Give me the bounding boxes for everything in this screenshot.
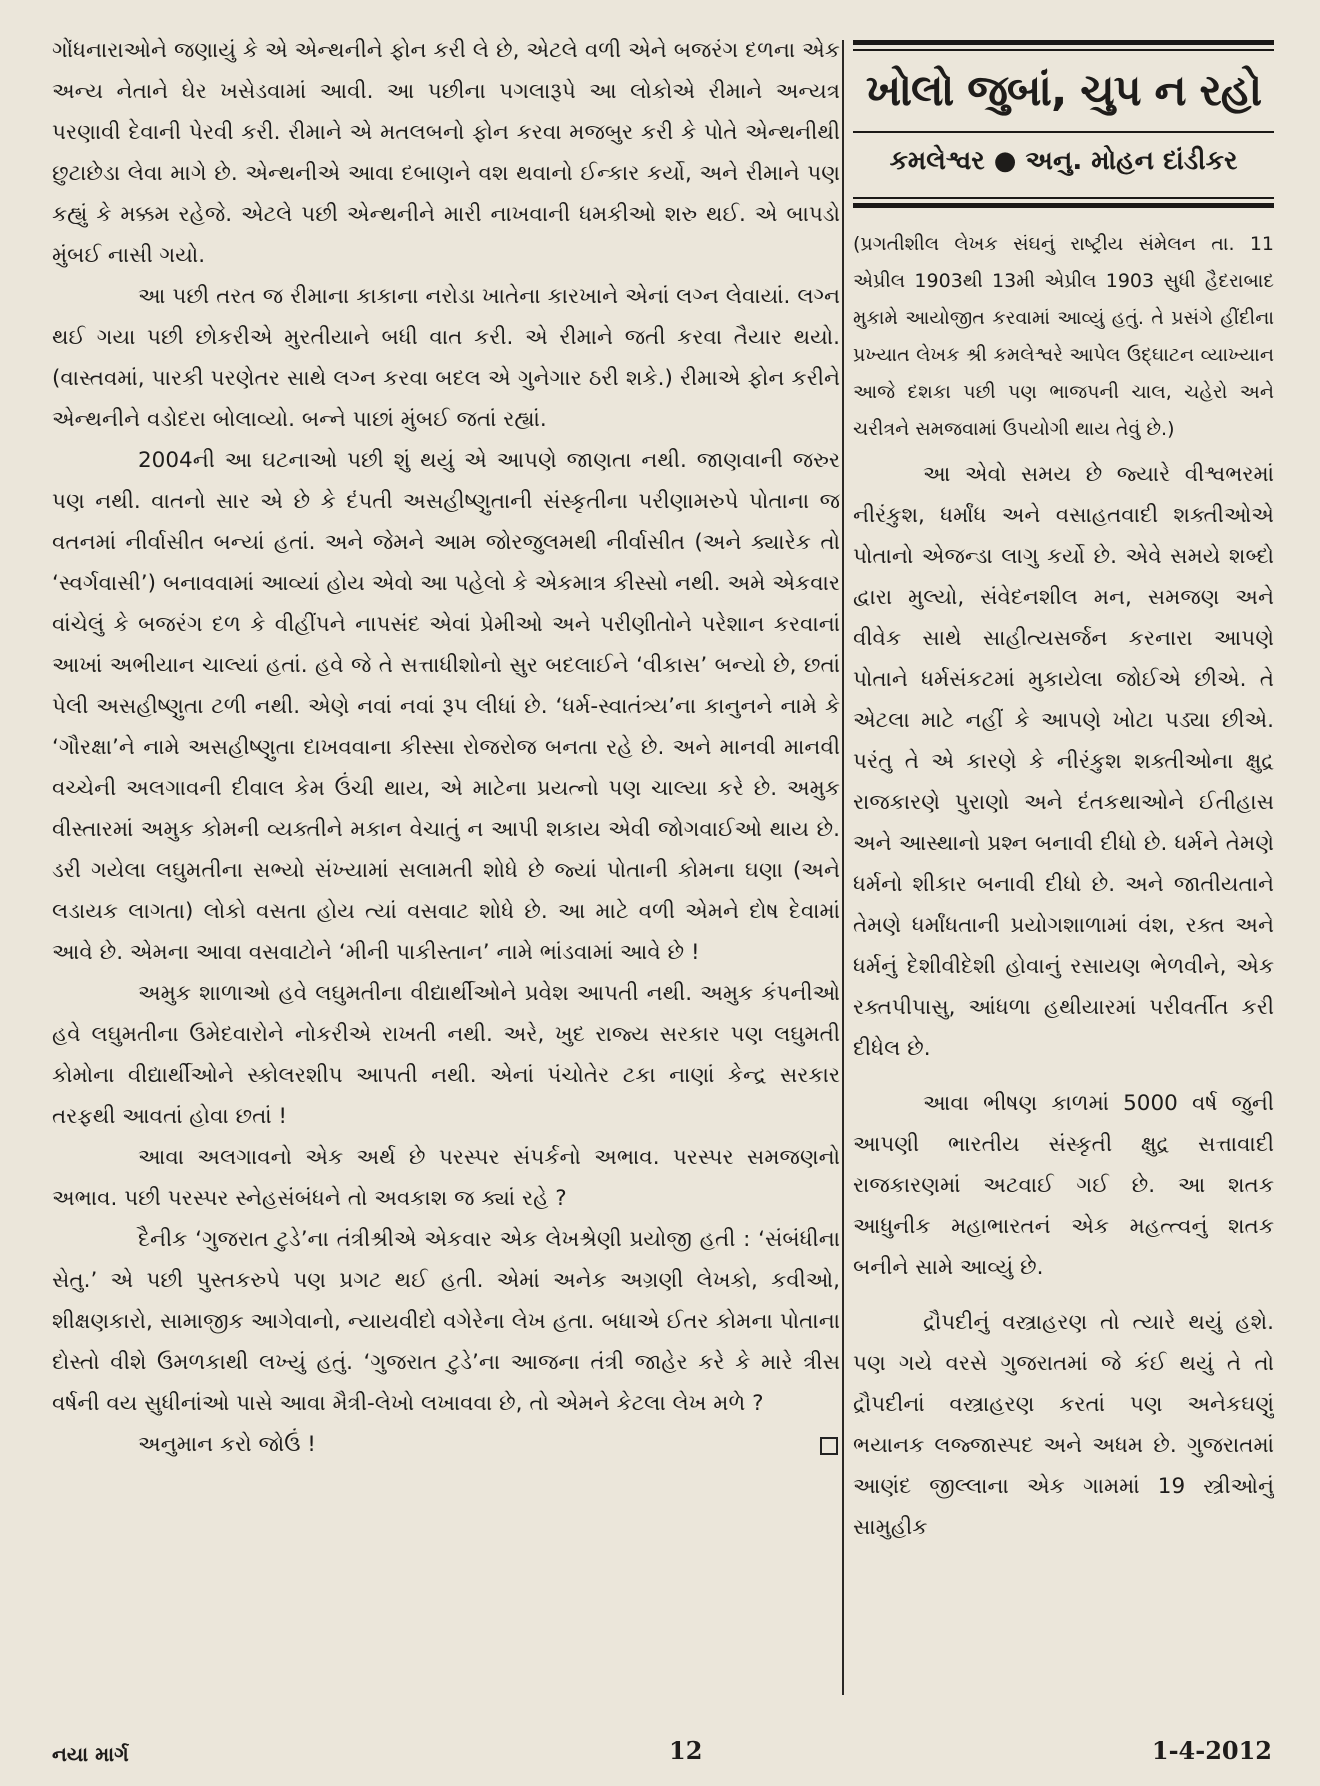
page-number: 12	[669, 1736, 703, 1765]
left-paragraph-1: ગોંધનારાઓને જણાયું કે એ એન્થનીને ફોન કરી લે છે, એટલે વળી એને બજરંગ દળના એક અન્ય નેતાને ઘેર ખસેડવામાં આવી. આ પછીના પગલારૂપે આ લોકોએ રીમાને અન્યત્ર પરણાવી દેવાની પેરવી કરી. રીમાને એ મતલબનો ફોન કરવા મજબુર કરી કે પોતે એન્થનીથી છુટાછેડા લેવા માગે છે. એન્થનીએ આવા દબાણને વશ થવાનો ઈન્કાર કર્યો, અને રીમાને પણ કહ્યું કે મક્કમ રહેજે. એટલે પછી એન્થનીને મારી નાખવાની ધમકીઓ શરુ થઈ. એ બાપડો મુંબઈ નાસી ગયો.	[52, 38, 840, 268]
byline-bottom-rule-thick	[853, 203, 1274, 208]
byline-bottom-rule-thin	[853, 197, 1274, 199]
article-headline: ખોલો જુબાં, ચુપ ન રહો	[865, 66, 1262, 116]
right-column	[853, 40, 1274, 1705]
publication-name: નયા માર્ગ	[52, 1742, 129, 1766]
left-paragraph-3: 2004ની આ ઘટનાઓ પછી શું થયું એ આપણે જાણતા નથી. જાણવાની જરુર પણ નથી. વાતનો સાર એ છે કે દંપતી અસહીષ્ણુતાની સંસ્કૃતીના પરીણામરુપે પોતાના જ વતનમાં નીર્વાસીત બન્યાં હતાં. અને જેમને આમ જોરજુલમથી નીર્વાસીત (અને ક્યારેક તો ‘સ્વર્ગવાસી’) બનાવવામાં આવ્યાં હોય એવો આ પહેલો કે એકમાત્ર કીસ્સો નથી. અમે એકવાર વાંચેલું કે બજરંગ દળ કે વીહીંપને નાપસંદ એવાં પ્રેમીઓ અને પરીણીતોને પરેશાન કરવાનાં આખાં અભીયાન ચાલ્યાં હતાં. હવે જે તે સત્તાધીશોનો સુર બદલાઈને ‘વીકાસ’ બન્યો છે, છતાં પેલી અસહીષ્ણુતા ટળી નથી. એણે નવાં નવાં રૂપ લીધાં છે. ‘ધર્મ-સ્વાતંત્ર્ય’ના કાનુનને નામે કે ‘ગૌરક્ષા’ને નામે અસહીષ્ણુતા દાખવવાના કીસ્સા રોજરોજ બનતા રહે છે. અને માનવી માનવી વચ્ચેની અલગાવની દીવાલ કેમ ઉંચી થાય, એ માટેના પ્રયત્નો પણ ચાલ્યા કરે છે. અમુક વીસ્તારમાં અમુક કોમની વ્યક્તીને મકાન વેચાતું ન આપી શકાય એવી જોગવાઈઓ થાય છે. ડરી ગયેલા લઘુમતીના સભ્યો સંખ્યામાં સલામતી શોધે છે જ્યાં પોતાની કોમના ઘણા (અને લડાયક લાગતા) લોકો વસતા હોય ત્યાં વસવાટ શોધે છે. આ માટે વળી એમને દોષ દેવામાં આવે છે. એમના આવા વસવાટોને ‘મીની પાકીસ્તાન’ નામે ભાંડવામાં આવે છે !	[52, 448, 840, 965]
left-paragraph-4: અમુક શાળાઓ હવે લઘુમતીના વીદ્યાર્થીઓને પ્રવેશ આપતી નથી. અમુક કંપનીઓ હવે લઘુમતીના ઉમેદવારોને નોકરીએ રાખતી નથી. અરે, ખુદ રાજ્ય સરકાર પણ લઘુમતી કોમોના વીદ્યાર્થીઓને સ્કોલરશીપ આપતી નથી. એનાં પંચોતેર ટકા નાણાં કેન્દ્ર સરકાર તરફથી આવતાં હોવા છતાં !	[52, 981, 840, 1129]
article-byline: કમલેશ્વર ● અનુ. મોહન દાંડીકર	[889, 146, 1238, 176]
closing-text: અનુમાન કરો જોઉં !	[138, 1432, 316, 1457]
left-paragraph-6: દૈનીક ‘ગુજરાત ટુડે’ના તંત્રીશ્રીએ એકવાર એક લેખશ્રેણી પ્રયોજી હતી : ‘સંબંધીના સેતુ.’ એ પછી પુસ્તકરુપે પણ પ્રગટ થઈ હતી. એમાં અનેક અગ્રણી લેખકો, કવીઓ, શીક્ષણકારો, સામાજીક આગેવાનો, ન્યાયવીદો વગેરેના લેખ હતા. બધાએ ઈતર કોમના પોતાના દોસ્તો વીશે ઉમળકાથી લખ્યું હતું. ‘ગુજરાત ટુડે’ના આજના તંત્રી જાહેર કરે કે મારે ત્રીસ વર્ષની વય સુધીનાંઓ પાસે આવા મૈત્રી-લેખો લખાવવા છે, તો એમને કેટલા લેખ મળે ?	[52, 1227, 840, 1416]
closing-line	[52, 1424, 840, 1465]
article-intro: (પ્રગતીશીલ લેખક સંઘનું રાષ્ટ્રીય સંમેલન તા. 11 એપ્રીલ 1903થી 13મી એપ્રીલ 1903 સુધી હૈદરાબાદ મુકામે આયોજીત કરવામાં આવ્યું હતું. તે પ્રસંગે હીંદીના પ્રખ્યાત લેખક શ્રી કમલેશ્વરે આપેલ ઉદ્ઘાટન વ્યાખ્યાન આજે દશકા પછી પણ ભાજપની ચાલ, ચહેરો અને ચરીત્રને સમજવામાં ઉપયોગી થાય તેવું છે.)	[853, 233, 1274, 440]
page-footer	[52, 1736, 1272, 1772]
left-column	[52, 30, 840, 1705]
column-divider	[842, 40, 844, 1695]
left-paragraph-5: આવા અલગાવનો એક અર્થ છે પરસ્પર સંપર્કનો અભાવ. પરસ્પર સમજણનો અભાવ. પછી પરસ્પર સ્નેહસંબંધને તો અવકાશ જ ક્યાં રહે ?	[52, 1145, 840, 1211]
headline-top-rule-thick	[853, 40, 1274, 45]
right-paragraph-1: આ એવો સમય છે જ્યારે વીશ્વભરમાં નીરંકુશ, ધર્માંધ અને વસાહતવાદી શક્તીઓએ પોતાનો એજન્ડા લાગુ કર્યો છે. એવે સમયે શબ્દો દ્વારા મુલ્યો, સંવેદનશીલ મન, સમજણ અને વીવેક સાથે સાહીત્યસર્જન કરનારા આપણે પોતાને ધર્મસંકટમાં મુકાયેલા જોઈએ છીએ. તે એટલા માટે નહીં કે આપણે ખોટા પડ્યા છીએ. પરંતુ તે એ કારણે કે નીરંકુશ શક્તીઓના ક્ષુદ્ર રાજકારણે પુરાણો અને દંતકથાઓને ઈતીહાસ અને આસ્થાનો પ્રશ્ન બનાવી દીધો છે. ધર્મને તેમણે ધર્મનો શીકાર બનાવી દીધો છે. અને જાતીયતાને તેમણે ધર્માંધતાની પ્રયોગશાળામાં વંશ, રક્ત અને ધર્મનું દેશીવીદેશી હોવાનું રસાયણ ભેળવીને, એક રક્તપીપાસુ, આંધળા હથીયારમાં પરીવર્તીત કરી દીધેલ છે.	[853, 462, 1274, 1061]
issue-date: 1-4-2012	[1151, 1736, 1272, 1765]
right-paragraph-2: આવા ભીષણ કાળમાં 5000 વર્ષ જુની આપણી ભારતીય સંસ્કૃતી ક્ષુદ્ર સત્તાવાદી રાજકારણમાં અટવાઈ ગઈ છે. આ શતક આધુનીક મહાભારતનં એક મહત્ત્વનું શતક બનીને સામે આવ્યું છે.	[853, 1091, 1274, 1280]
end-of-article-box	[820, 1437, 838, 1455]
left-paragraph-2: આ પછી તરત જ રીમાના કાકાના નરોડા ખાતેના કારખાને એનાં લગ્ન લેવાયાં. લગ્ન થઈ ગયા પછી છોકરીએ મુરતીયાને બધી વાત કરી. એ રીમાને જતી કરવા તૈયાર થયો. (વાસ્તવમાં, પારકી પરણેતર સાથે લગ્ન કરવા બદલ એ ગુનેગાર ઠરી શકે.) રીમાએ ફોન કરીને એન્થનીને વડોદરા બોલાવ્યો. બન્ને પાછાં મુંબઈ જતાં રહ્યાં.	[52, 284, 840, 432]
right-paragraph-3: દ્રૌપદીનું વસ્ત્રાહરણ તો ત્યારે થયું હશે. પણ ગયે વરસે ગુજરાતમાં જે કંઈ થયું તે તો દ્રૌપદીનાં વસ્ત્રાહરણ કરતાં પણ અનેકઘણું ભયાનક લજ્જાસ્પદ અને અધમ છે. ગુજરાતમાં આણંદ જીલ્લાના એક ગામમાં 19 સ્ત્રીઓનું સામુહીક	[853, 1310, 1274, 1540]
